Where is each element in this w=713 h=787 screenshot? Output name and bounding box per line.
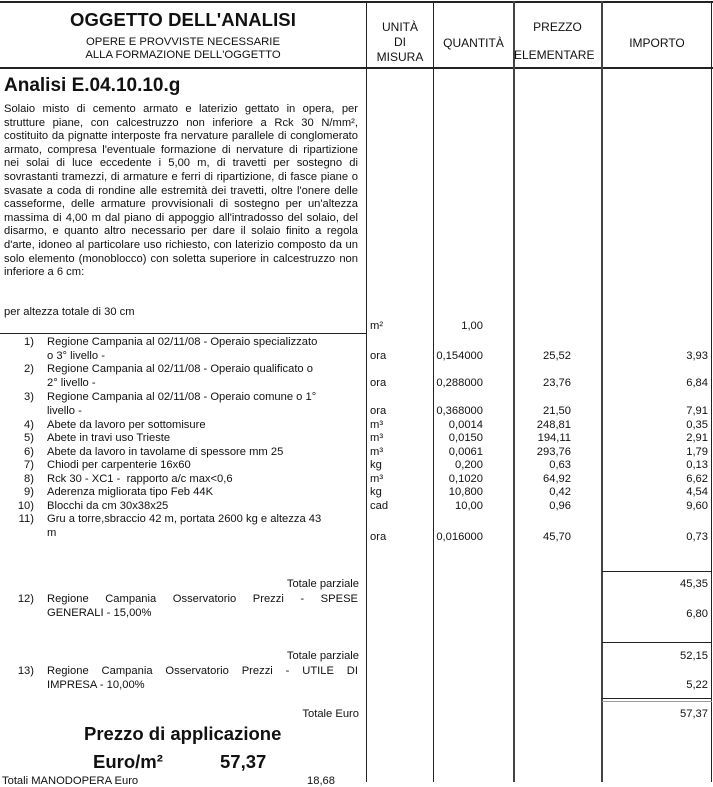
- item-amount: 2,91: [686, 432, 708, 444]
- item-unit: ora: [370, 377, 387, 389]
- header-unit-line2: DI: [394, 35, 406, 49]
- item-quantity: 0,200: [455, 459, 483, 471]
- subtotal2-rule: [602, 642, 712, 643]
- item-quantity: 10,00: [455, 500, 483, 512]
- item-price: 248,81: [536, 419, 571, 431]
- item-text-line1: Regione Campania al 02/11/08 - Operaio specializzato: [47, 336, 318, 348]
- item-description: [47, 665, 358, 692]
- item13-amount: 5,22: [686, 679, 708, 691]
- item-unit: kg: [370, 486, 382, 498]
- total-amount: 57,37: [680, 708, 708, 720]
- item-amount: 3,93: [686, 350, 708, 362]
- item-price: 0,96: [549, 500, 571, 512]
- item-unit: ora: [370, 350, 387, 362]
- item-number: 4): [24, 419, 34, 431]
- total-label: Totale Euro: [302, 708, 359, 720]
- item-quantity: 0,016000: [436, 531, 483, 543]
- item-number: 6): [24, 446, 34, 458]
- header-unit-line1: UNITÀ: [382, 20, 418, 34]
- item-text-line1: Regione Campania al 02/11/08 - Operaio qualificato o: [47, 363, 313, 375]
- item-amount: 0,73: [686, 531, 708, 543]
- item-price: 0,63: [549, 459, 571, 471]
- col-border-price: [513, 1, 515, 782]
- item-text-line2: livello -: [47, 404, 82, 417]
- item-number: 12): [17, 593, 34, 605]
- item-description: [47, 593, 358, 620]
- labor-total-label: Totali MANODOPERA Euro: [2, 775, 139, 787]
- item-amount: 0,13: [686, 459, 708, 471]
- item-amount: 6,84: [686, 377, 708, 389]
- item-price: 64,92: [543, 473, 571, 485]
- item-quantity: 0,288000: [436, 377, 483, 389]
- item-number: 2): [24, 363, 34, 375]
- header-price: [514, 20, 601, 63]
- item-description: Abete da lavoro per sottomisure: [47, 419, 206, 431]
- item-description: [47, 336, 358, 363]
- subtotal2-label: Totale parziale: [286, 650, 359, 662]
- header-amount: IMPORTO: [629, 36, 685, 50]
- header-unit: [367, 20, 433, 65]
- item-text-line1: Regione Campania al 02/11/08 - Operaio comune o 1°: [47, 391, 317, 403]
- application-price-value: 57,37: [220, 751, 267, 772]
- header-unit-line3: MISURA: [376, 50, 424, 64]
- item-price: 25,52: [543, 350, 571, 362]
- table-top-border: [0, 1, 713, 3]
- col-border-right: [711, 1, 712, 782]
- item-text-line2: IMPRESA - 10,00%: [47, 678, 145, 691]
- item-number: 11): [18, 513, 34, 525]
- item-text-line2: GENERALI - 15,00%: [47, 606, 152, 619]
- item-number: 7): [24, 459, 34, 471]
- header-subtitle: [0, 36, 366, 62]
- description-separator: [0, 333, 366, 334]
- header-title: OGGETTO DELL'ANALISI: [69, 9, 296, 30]
- item-amount: 6,62: [686, 473, 708, 485]
- item-text-line1: Regione Campania Osservatorio Prezzi - UTILE DI: [47, 665, 358, 677]
- header-price-line1: PREZZO: [533, 20, 582, 34]
- item-description: Abete in travi uso Trieste: [47, 432, 171, 444]
- labor-total-value: 18,68: [307, 775, 335, 787]
- item-unit: ora: [370, 531, 387, 543]
- item-quantity: 0,0150: [448, 432, 483, 444]
- item-description: [47, 391, 358, 418]
- item-unit: m³: [370, 446, 384, 458]
- item-description: Blocchi da cm 30x38x25: [47, 500, 169, 512]
- item-quantity: 0,368000: [436, 405, 483, 417]
- header-bottom-border: [0, 67, 713, 69]
- item-description: Abete da lavoro in tavolame di spessore mm 25: [47, 446, 284, 458]
- item-price: 45,70: [543, 531, 571, 543]
- item-price: 0,42: [549, 486, 571, 498]
- item-amount: 7,91: [686, 405, 708, 417]
- analysis-code: Analisi E.04.10.10.g: [4, 75, 181, 96]
- item-text-line1: Gru a torre,sbraccio 42 m, portata 2600 kg e altezza 43: [47, 513, 322, 525]
- total-rule-1: [602, 698, 712, 699]
- col-border-amount: [601, 1, 603, 782]
- item-amount: 9,60: [686, 500, 708, 512]
- application-price-unit: Euro/m²: [93, 751, 163, 772]
- item12-amount: 6,80: [686, 608, 708, 620]
- item-number: 13): [17, 665, 34, 677]
- total-rule-2: [602, 701, 712, 702]
- item-description: [47, 513, 358, 540]
- item-quantity: 0,0061: [448, 446, 483, 458]
- col-border-unit: [366, 1, 367, 782]
- item-amount: 1,79: [686, 446, 708, 458]
- header-subtitle-line2: ALLA FORMAZIONE DELL'OGGETTO: [85, 49, 281, 61]
- item-number: 9): [24, 486, 34, 498]
- subtotal2-amount: 52,15: [680, 650, 708, 662]
- analysis-unit: m²: [370, 320, 384, 332]
- subtotal1-label: Totale parziale: [286, 578, 359, 590]
- analysis-description-height: per altezza totale di 30 cm: [4, 306, 135, 318]
- header-subtitle-line1: OPERE E PROVVISTE NECESSARIE: [86, 36, 280, 48]
- item-description: Chiodi per carpenterie 16x60: [47, 459, 191, 471]
- item-unit: ora: [370, 405, 387, 417]
- item-quantity: 0,1020: [448, 473, 483, 485]
- item-unit: m³: [370, 473, 384, 485]
- item-unit: m³: [370, 432, 384, 444]
- item-description: Rck 30 - XC1 - rapporto a/c max<0,6: [47, 473, 233, 485]
- item-amount: 0,35: [686, 419, 708, 431]
- item-quantity: 0,154000: [436, 350, 483, 362]
- item-price: 293,76: [536, 446, 571, 458]
- item-unit: cad: [370, 500, 389, 512]
- item-quantity: 10,800: [448, 486, 483, 498]
- item-text-line2: m: [47, 526, 57, 539]
- header-price-line2: ELEMENTARE: [514, 48, 595, 62]
- item-quantity: 0,0014: [448, 419, 483, 431]
- item-description: Aderenza migliorata tipo Feb 44K: [47, 486, 214, 498]
- analysis-description: Solaio misto di cemento armato e laterizio gettato in opera, per strutture piane, con calcestruzzo non inferiore a Rck 30 N/mm², costituito da pignatte interposte fra nervature parallele di conglomerato armato, compresa l'eventuale formazione di nervature di ripartizione nei solai di luce eccedente i 5,00 m, di travetti per sostegno di sovrastanti tramezzi, di armature e ferri di ripartizione, di fasce piane o svasate a coda di rondine alle estremità dei travetti, oltre l'onere delle casseforme, delle armature provvisionali di sostegno per un'altezza massima di 4,00 m dal piano di appoggio all'intradosso del solaio, del disarmo, e quanto altro necessario per dare il solaio finito a regola d'arte, idoneo al particolare uso richiesto, con laterizio composto da un solo elemento (monoblocco) con soletta superiore in calcestruzzo non inferiore a 6 cm:: [4, 103, 358, 279]
- subtotal1-rule: [602, 571, 712, 572]
- item-text-line1: Regione Campania Osservatorio Prezzi - SPESE: [47, 593, 358, 605]
- item-number: 1): [24, 336, 34, 348]
- col-border-qty: [433, 1, 434, 782]
- item-number: 10): [17, 500, 34, 512]
- item-price: 194,11: [537, 432, 571, 444]
- item-amount: 4,54: [686, 486, 708, 498]
- item-price: 21,50: [543, 405, 571, 417]
- item-text-line2: o 3° livello -: [47, 349, 105, 362]
- item-unit: kg: [370, 459, 382, 471]
- item-unit: m³: [370, 419, 384, 431]
- item-number: 8): [24, 473, 34, 485]
- item-number: 3): [24, 391, 34, 403]
- analysis-quantity: 1,00: [461, 320, 483, 332]
- item-price: 23,76: [543, 377, 571, 389]
- subtotal1-amount: 45,35: [680, 578, 708, 590]
- item-number: 5): [24, 432, 34, 444]
- item-description: [47, 363, 358, 390]
- item-text-line2: 2° livello -: [47, 376, 96, 389]
- header-quantity: QUANTITÀ: [443, 36, 504, 50]
- application-price-title: Prezzo di applicazione: [84, 723, 282, 744]
